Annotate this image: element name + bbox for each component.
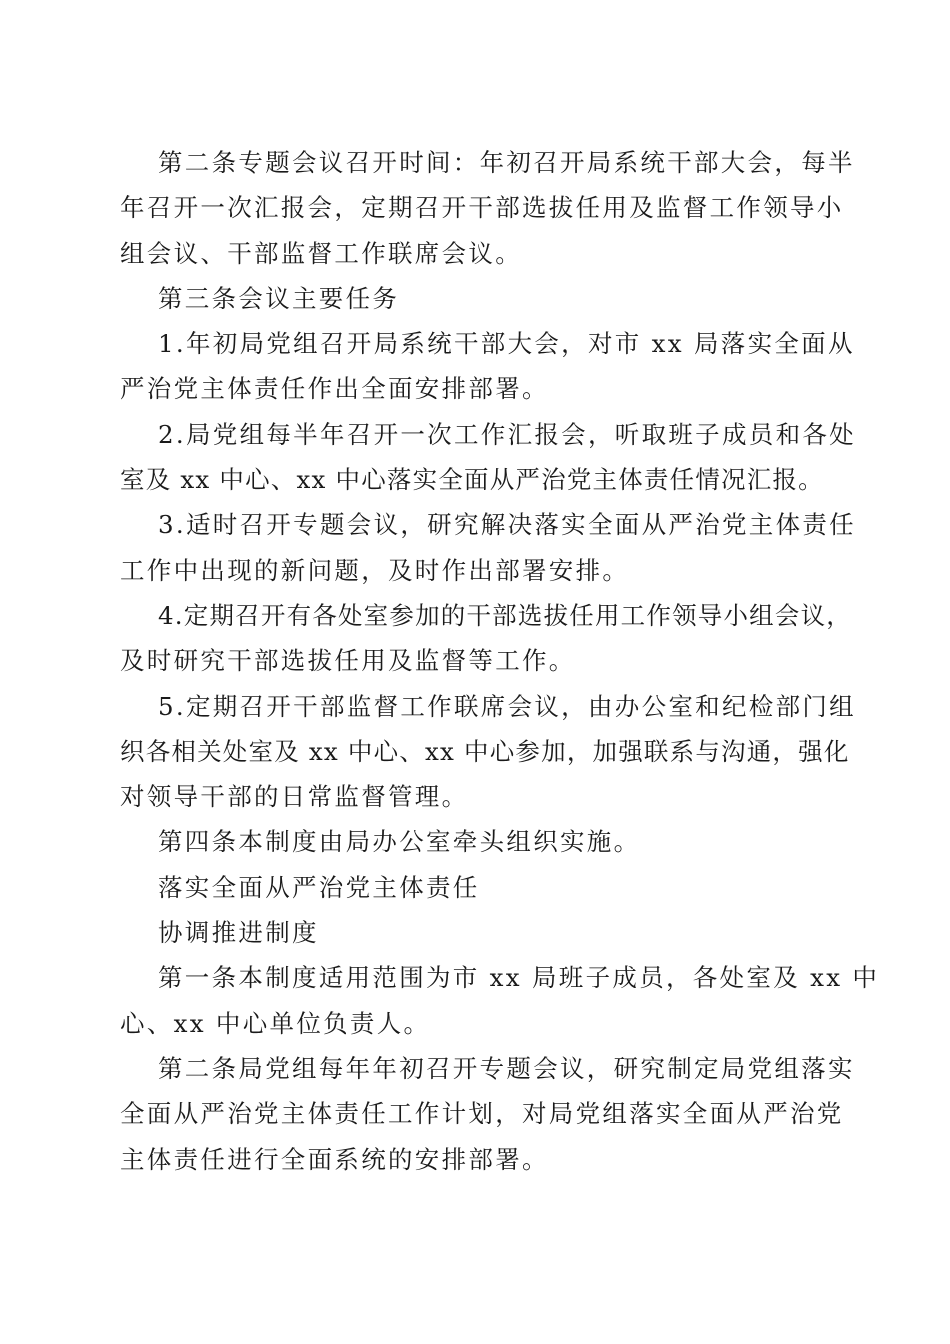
paragraph-line: 主体责任进行全面系统的安排部署。	[120, 1144, 549, 1174]
list-item-line: 工作中出现的新问题，及时作出部署安排。	[120, 555, 630, 585]
paragraph-line: 心、xx 中心单位负责人。	[120, 1008, 431, 1038]
section-heading: 第三条会议主要任务	[158, 283, 400, 313]
paragraph-line: 年召开一次汇报会，定期召开干部选拔任用及监督工作领导小	[120, 193, 844, 223]
document-body	[120, 140, 880, 1182]
list-item-line: 5.定期召开干部监督工作联席会议，由办公室和纪检部门组	[158, 691, 856, 721]
paragraph-line: 第二条局党组每年年初召开专题会议，研究制定局党组落实	[158, 1053, 855, 1083]
list-item-line: 4.定期召开有各处室参加的干部选拔任用工作领导小组会议，	[158, 600, 852, 630]
section-subtitle: 协调推进制度	[158, 918, 319, 948]
list-item-line: 严治党主体责任作出全面安排部署。	[120, 374, 549, 404]
paragraph-line: 第四条本制度由局办公室牵头组织实施。	[158, 827, 641, 857]
list-item-line: 3.适时召开专题会议，研究解决落实全面从严治党主体责任	[158, 510, 856, 540]
list-item-line: 室及 xx 中心、xx 中心落实全面从严治党主体责任情况汇报。	[120, 465, 824, 495]
paragraph-line: 第一条本制度适用范围为市 xx 局班子成员，各处室及 xx 中	[158, 963, 880, 993]
paragraph-line: 第二条专题会议召开时间：年初召开局系统干部大会，每半	[158, 148, 855, 177]
section-title: 落实全面从严治党主体责任	[158, 872, 480, 902]
list-item-line: 对领导干部的日常监督管理。	[120, 782, 469, 812]
paragraph-line: 全面从严治党主体责任工作计划，对局党组落实全面从严治党	[120, 1099, 844, 1129]
list-item-line: 2.局党组每半年召开一次工作汇报会，听取班子成员和各处	[158, 419, 856, 449]
list-item-line: 1.年初局党组召开局系统干部大会，对市 xx 局落实全面从	[158, 329, 855, 359]
paragraph-line: 组会议、干部监督工作联席会议。	[120, 238, 522, 268]
list-item-line: 织各相关处室及 xx 中心、xx 中心参加，加强联系与沟通，强化	[120, 736, 850, 766]
list-item-line: 及时研究干部选拔任用及监督等工作。	[120, 646, 576, 676]
